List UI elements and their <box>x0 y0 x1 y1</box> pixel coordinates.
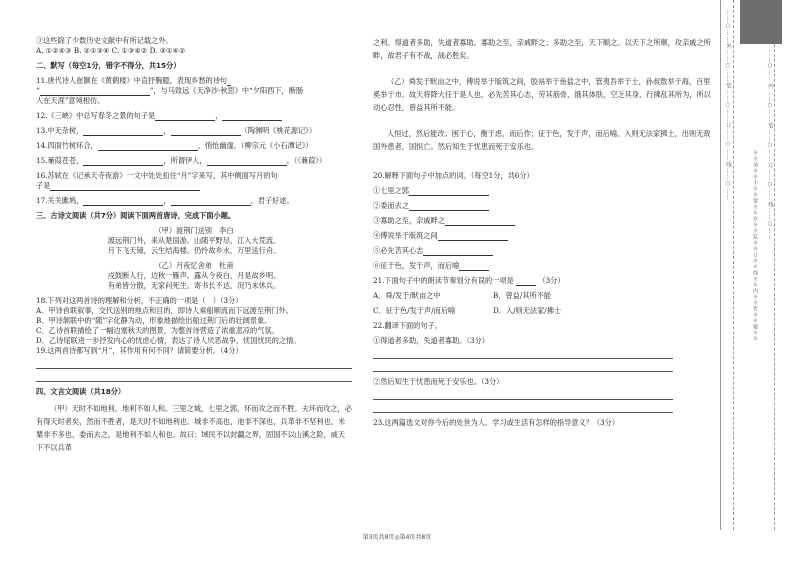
answer-blank[interactable] <box>423 247 493 256</box>
q16-text: 16.苏轼在《记承天寺夜游》一文中处处扣住“月”字来写，其中侧面写月的句 <box>36 171 278 180</box>
answer-blank[interactable] <box>409 202 489 211</box>
poem1-title: （甲）渡荆门送别 李白 <box>154 226 234 235</box>
poem2-line1: 戍鼓断人行，边秋一雁声。露从今夜白，月是故乡明。 <box>107 271 281 280</box>
answer-blank[interactable] <box>40 87 150 96</box>
poem1-line1: 渡远荆门外，来从楚国游。山随平野尽，江入大荒流。 <box>107 236 281 245</box>
q20-item2: ②委而去之 <box>373 201 711 211</box>
passage-yi-2: 人恒过，然后能改；困于心，衡于虑，而后作；征于色，发于声，而后喻。入则无法家拂士，出则无敌国外患者，国恒亡。然后知生于忧患而死于安乐也。 <box>373 129 711 151</box>
section4-title: 四、文言文阅读（共18分） <box>36 387 126 396</box>
q22-item2: ②然后知生于忧患而死于安乐也。（3分） <box>373 377 504 386</box>
q20-item6: ⑥征于色，发于声，而后喻 <box>373 261 711 271</box>
q20-item3: ③寡助之至，亲戚畔之 <box>373 216 711 226</box>
answer-line[interactable] <box>373 400 673 413</box>
q18-option-d: D．乙诗尾联进一步抒发内心的忧虑心情，表达了诗人厌恶战争、忧国忧民的之情。 <box>36 336 301 345</box>
poem2-title: （乙）月夜忆舍弟 杜甫 <box>154 261 234 270</box>
answer-blank[interactable] <box>155 112 215 121</box>
section3-title: 三、古诗文阅读（共7分）阅读下面两首唐诗，完成下面小题。 <box>36 211 236 220</box>
passage-yi: （乙）舜发于畎亩之中，傅说举于版筑之间，胶鬲举于鱼盐之中，管夷吾举于士，孙叔敖举于海，百里奚举于市。故天将降大任于是人也，必先苦其心志，劳其筋骨，饿其体肤，空乏其身，行拂乱其所为，所以动心忍性，曾益其所不能。 <box>373 77 711 112</box>
right-column <box>373 36 711 428</box>
answer-line[interactable] <box>373 359 673 372</box>
left-column <box>36 36 352 454</box>
q20: 20.解释下面句子中加点的词。（每空1分，共6分） <box>373 171 534 180</box>
q22-item1: ①得道者多助，失道者寡助。（3分） <box>373 336 489 345</box>
answer-blank[interactable] <box>83 127 163 136</box>
answer-blank[interactable] <box>171 197 251 206</box>
q11-text: 11.唐代诗人崔颢在《黄鹤楼》中直抒胸臆，表现乡愁的诗句 <box>36 76 352 86</box>
q22: 22.翻译下面的句子。 <box>373 321 442 330</box>
q18: 18.下列对这两首诗的理解和分析，不正确的一项是（ ）（3分） <box>36 296 243 305</box>
q18-option-c: C．乙诗首联描绘了一幅边塞秋天的图景，为整首诗营造了浓重悲凉的气氛。 <box>36 326 279 335</box>
q19: 19.这两首诗都写到“月”，其作用有何不同？请简要分析。（4分） <box>36 346 243 355</box>
section2-title: 二、默写（每空1分，错字不得分，共15分） <box>36 61 181 70</box>
q16-answer: 子是 <box>36 181 352 191</box>
no-answer-notice: ※※请※※不※※要※※在※※装※※订※※线※※内※※答※※题※※ <box>752 150 758 342</box>
poem1-line2: 月下飞天镜，云生结海楼。仍怜故乡水，万里送行舟。 <box>107 246 281 255</box>
binding-header-block <box>740 0 782 44</box>
answer-blank[interactable] <box>50 182 200 191</box>
q17: 17.关关雎鸠， ， ，君子好逑。 <box>36 196 294 205</box>
q21-option-d: D．入/则无法家/拂士 <box>493 306 562 315</box>
q20-item4: ④傅说举于版筑之间 <box>373 231 711 241</box>
q15: 15.蒹葭苍苍， ，所谓伊人， 。（《蒹葭》） <box>36 156 327 165</box>
q21-option-c: C．征于色/发于声/而后喻 <box>373 306 456 315</box>
page-footer: 第3页共8页◎第4页共8页 <box>362 534 432 541</box>
q10-options: A. ①②④③ B. ②①③④ C. ①③④② D. ③①④② <box>36 46 186 55</box>
q20-item5: ⑤必先苦其心志 <box>373 246 711 256</box>
q11-answer: “ ”，与马致远《天净沙·秋思》中“夕阳西下，断肠 <box>36 86 304 95</box>
q14: 14.四面竹树环合， ，悄怆幽邃。（柳宗元《小石潭记》） <box>36 141 313 150</box>
q20-item1: ①七里之郭 <box>373 186 711 196</box>
passage-jia: （甲）天时不如地利，地利不如人和。三里之城，七里之郭，环而攻之而不胜。夫环而攻之，必有得天时者矣，然而不胜者，是天时不如地利也。城非不高也，池非不深也，兵革非不坚利也，米粟非不多也，委而去之，是地利不如人和也。故曰：域民不以封疆之界，固国不以山溪之险，威天下不以兵革 <box>36 404 352 452</box>
q13: 13.中无杂树， ， （陶渊明《桃花源记》） <box>36 126 317 135</box>
answer-blank[interactable] <box>207 157 287 166</box>
q18-option-b: B．甲诗颔联中的“随”字化静为动，形象地描绘出船过荆门后的壮阔景象。 <box>36 316 272 325</box>
answer-blank[interactable] <box>171 127 241 136</box>
answer-blank[interactable] <box>459 262 489 271</box>
q18-option-a: A．甲诗首联叙事，交代送别的地点和目的，即诗人乘船顺流而下远渡至荆门外。 <box>36 306 293 315</box>
q23: 23.这两篇选文对你今后的处世为人、学习或生活有怎样的指导意义？（3分） <box>373 418 620 427</box>
poem2-line2: 有弟皆分散，无家问死生。寄书长不达，况乃未休兵。 <box>107 281 281 290</box>
seal-line-outer <box>733 0 734 530</box>
answer-blank[interactable] <box>83 197 163 206</box>
q21-options-row2 <box>373 306 711 316</box>
answer-blank[interactable] <box>409 187 489 196</box>
q10-item3: ③这些除了少数历史文献中有所记载之外。 <box>36 36 173 45</box>
answer-blank[interactable] <box>222 112 282 121</box>
q21: 21.下面句子中的朗读节奏划分有误的一项是 （3分） <box>373 276 565 285</box>
answer-line[interactable] <box>373 346 673 359</box>
passage-jia-cont: 之利。得道者多助，失道者寡助。寡助之至，亲戚畔之；多助之至，天下顺之。以天下之所顺，攻亲戚之所畔，故君子有不战，战必胜矣。 <box>373 38 711 60</box>
outer-seal-marks: ……○……外……○……装……○……订……○……线……○…… <box>725 10 731 201</box>
q21-option-b: B．曾益/其所不能 <box>493 291 552 300</box>
answer-line[interactable] <box>36 369 352 382</box>
inner-seal-marks: ……○……内……○……装……○……订……○……线……○…… <box>767 50 773 241</box>
answer-line[interactable] <box>36 356 352 369</box>
q11-end: 人在天涯”意境相仿。 <box>36 96 105 105</box>
q21-option-a: A．舜/发于/畎亩之中 <box>373 291 441 300</box>
answer-blank[interactable] <box>98 142 198 151</box>
q21-options-row1 <box>373 291 711 301</box>
answer-blank[interactable] <box>438 232 508 241</box>
answer-blank[interactable] <box>445 217 515 226</box>
q12: 12.《三峡》中总写春冬之景的句子是 ， <box>36 111 352 121</box>
answer-blank[interactable] <box>83 157 163 166</box>
answer-line[interactable] <box>373 387 673 400</box>
answer-blank[interactable] <box>516 277 536 286</box>
seal-line-inner <box>774 44 775 530</box>
